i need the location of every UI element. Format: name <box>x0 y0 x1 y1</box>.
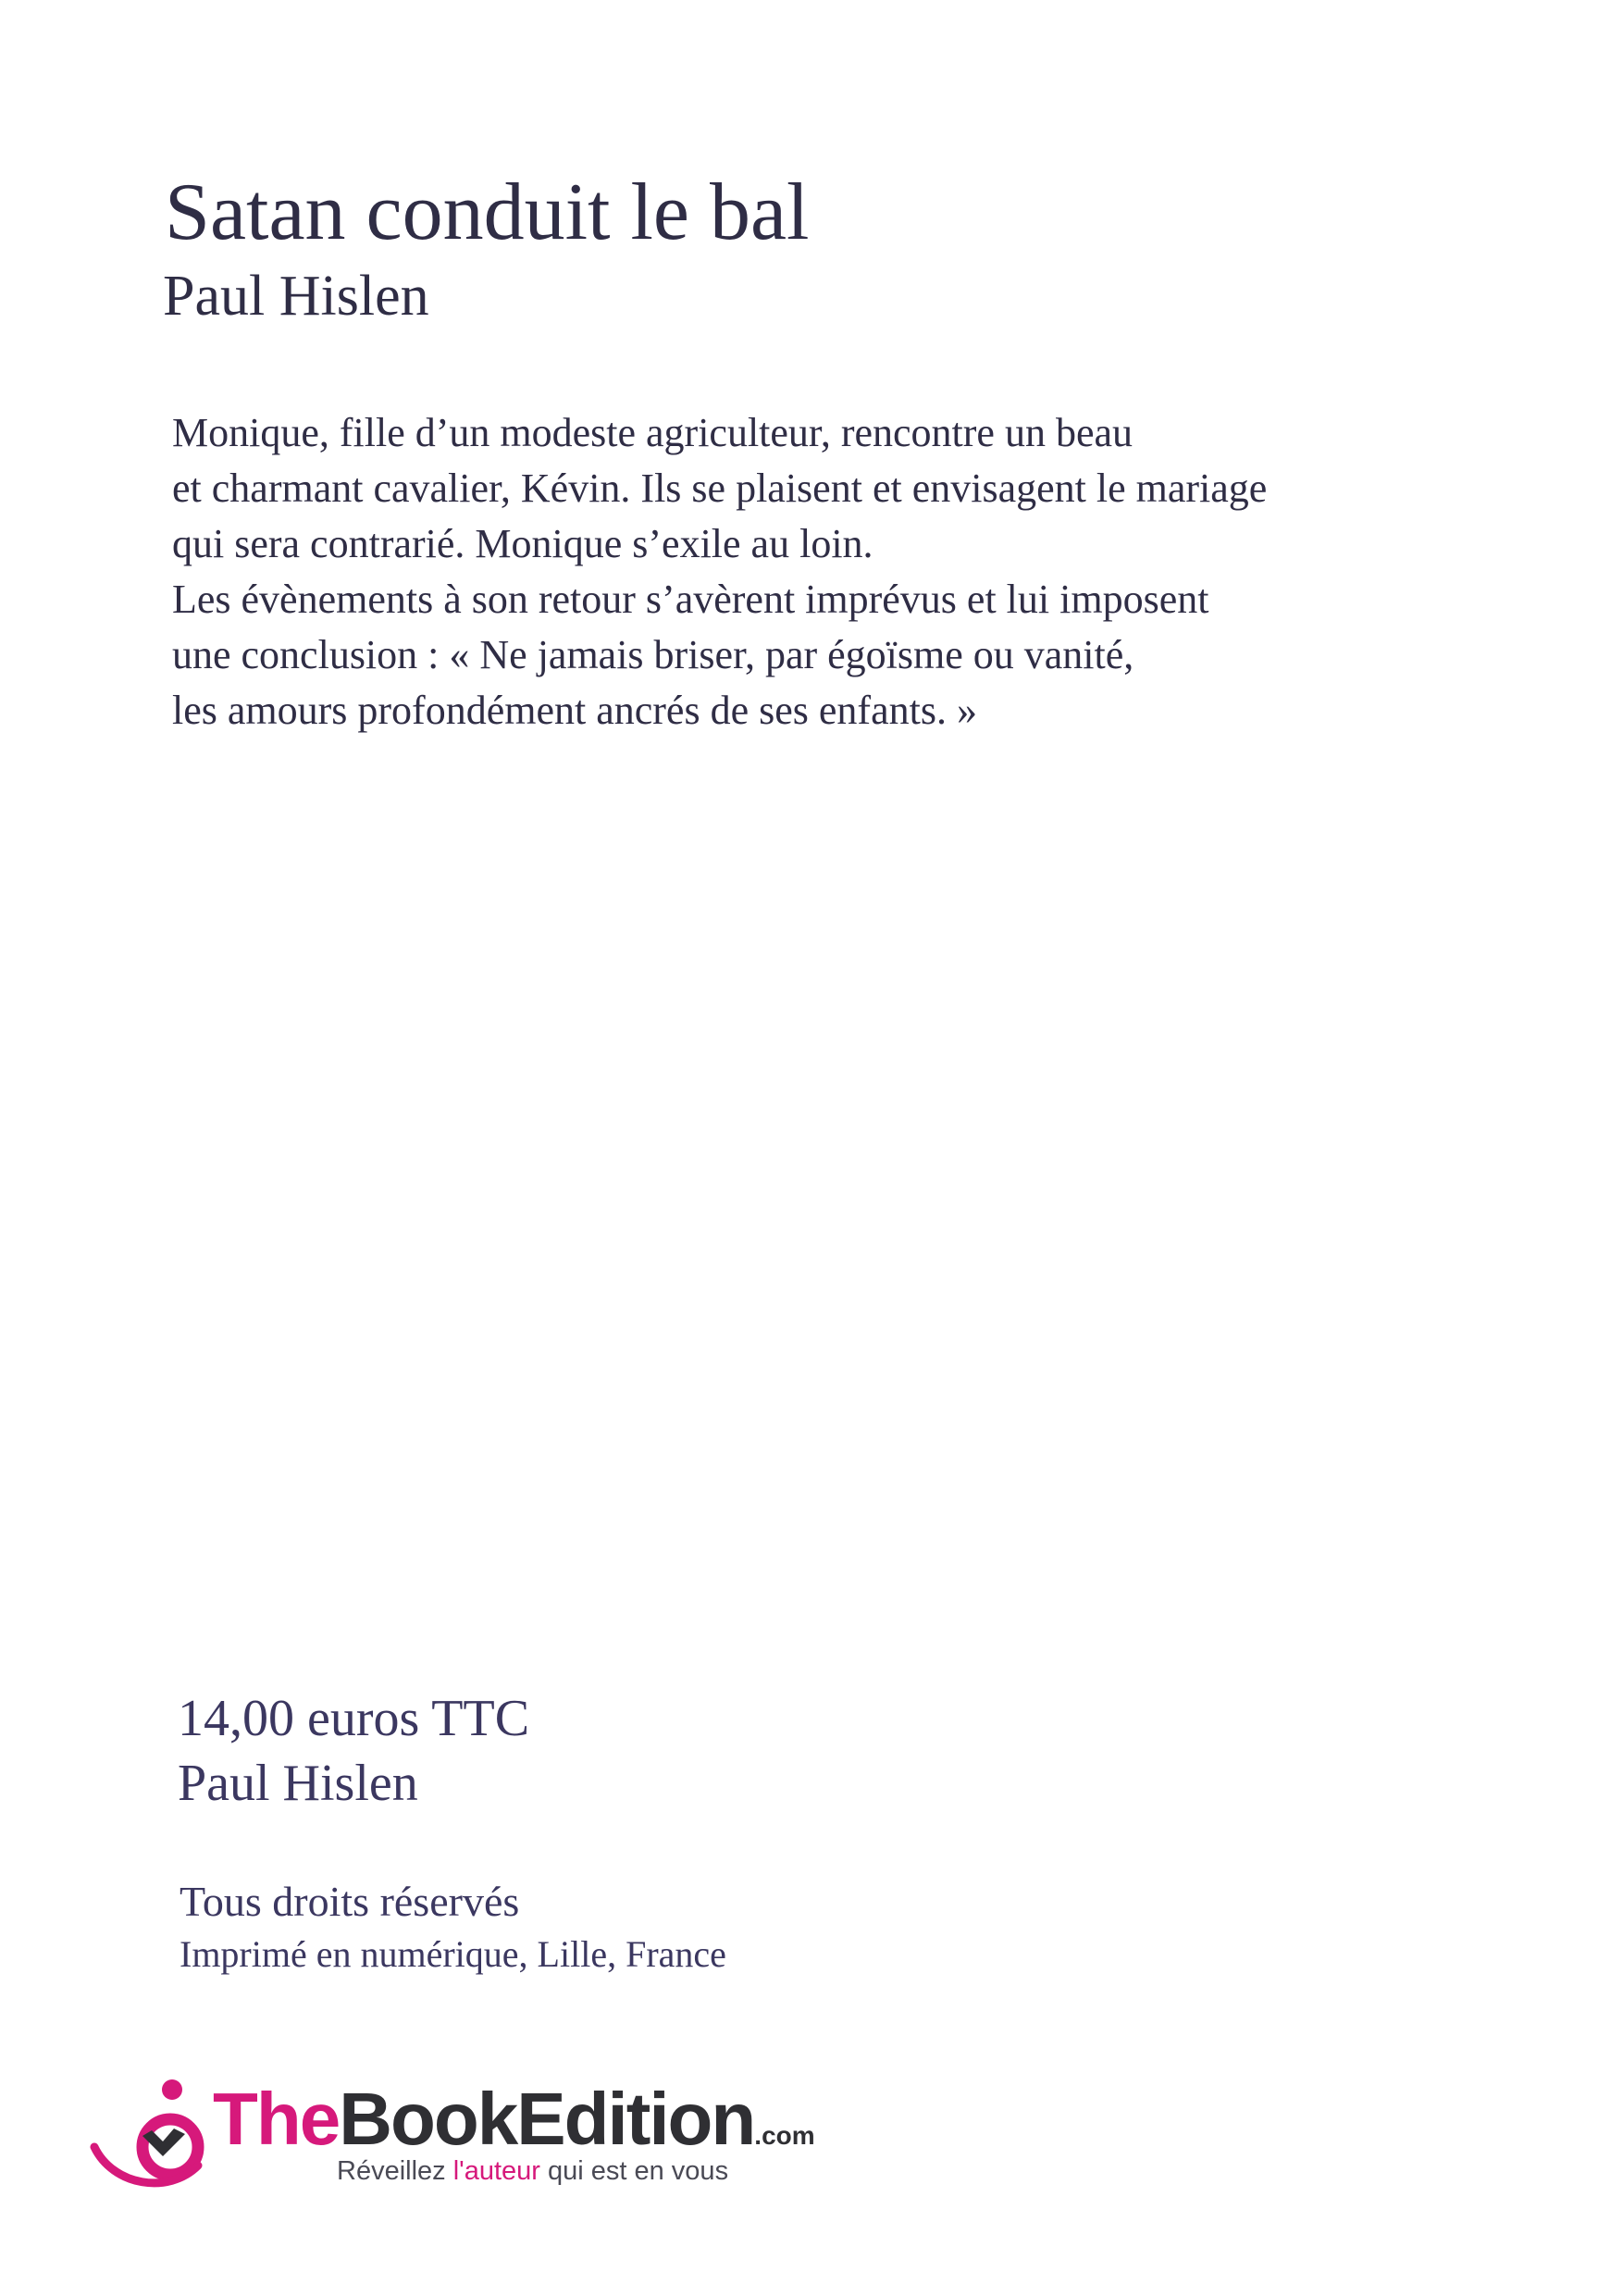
synopsis-line: une conclusion : « Ne jamais briser, par égoïsme ou vanité, <box>172 632 1134 677</box>
colophon-author: Paul Hislen <box>178 1755 418 1812</box>
tagline-accent: l'auteur <box>452 2156 540 2186</box>
synopsis-line: les amours profondément ancrés de ses enfants. » <box>172 688 977 733</box>
book-author: Paul Hislen <box>163 265 429 328</box>
logo-word-the: The <box>213 2078 340 2160</box>
tagline-start: Réveillez <box>337 2156 453 2186</box>
thebookedition-logo <box>89 2077 829 2206</box>
logo-wordmark <box>213 2078 815 2160</box>
tagline-end: qui est en vous <box>539 2156 729 2186</box>
synopsis <box>172 405 1514 738</box>
logo-word-bookedition: BookEdition <box>339 2078 755 2160</box>
price: 14,00 euros TTC <box>178 1690 530 1747</box>
rights-notice: Tous droits réservés <box>180 1878 520 1925</box>
logo-word-tld: .com <box>754 2121 815 2150</box>
imprint-notice: Imprimé en numérique, Lille, France <box>180 1933 726 1975</box>
synopsis-line: Les évènements à son retour s’avèrent imprévus et lui imposent <box>172 577 1209 622</box>
logo-tagline <box>337 2158 728 2185</box>
person-swirl-icon <box>89 2077 209 2201</box>
synopsis-line: qui sera contrarié. Monique s’exile au loin. <box>172 521 873 566</box>
synopsis-line: Monique, fille d’un modeste agriculteur, rencontre un beau <box>172 410 1133 455</box>
book-title: Satan conduit le bal <box>165 168 810 257</box>
synopsis-line: et charmant cavalier, Kévin. Ils se plaisent et envisagent le mariage <box>172 465 1268 511</box>
